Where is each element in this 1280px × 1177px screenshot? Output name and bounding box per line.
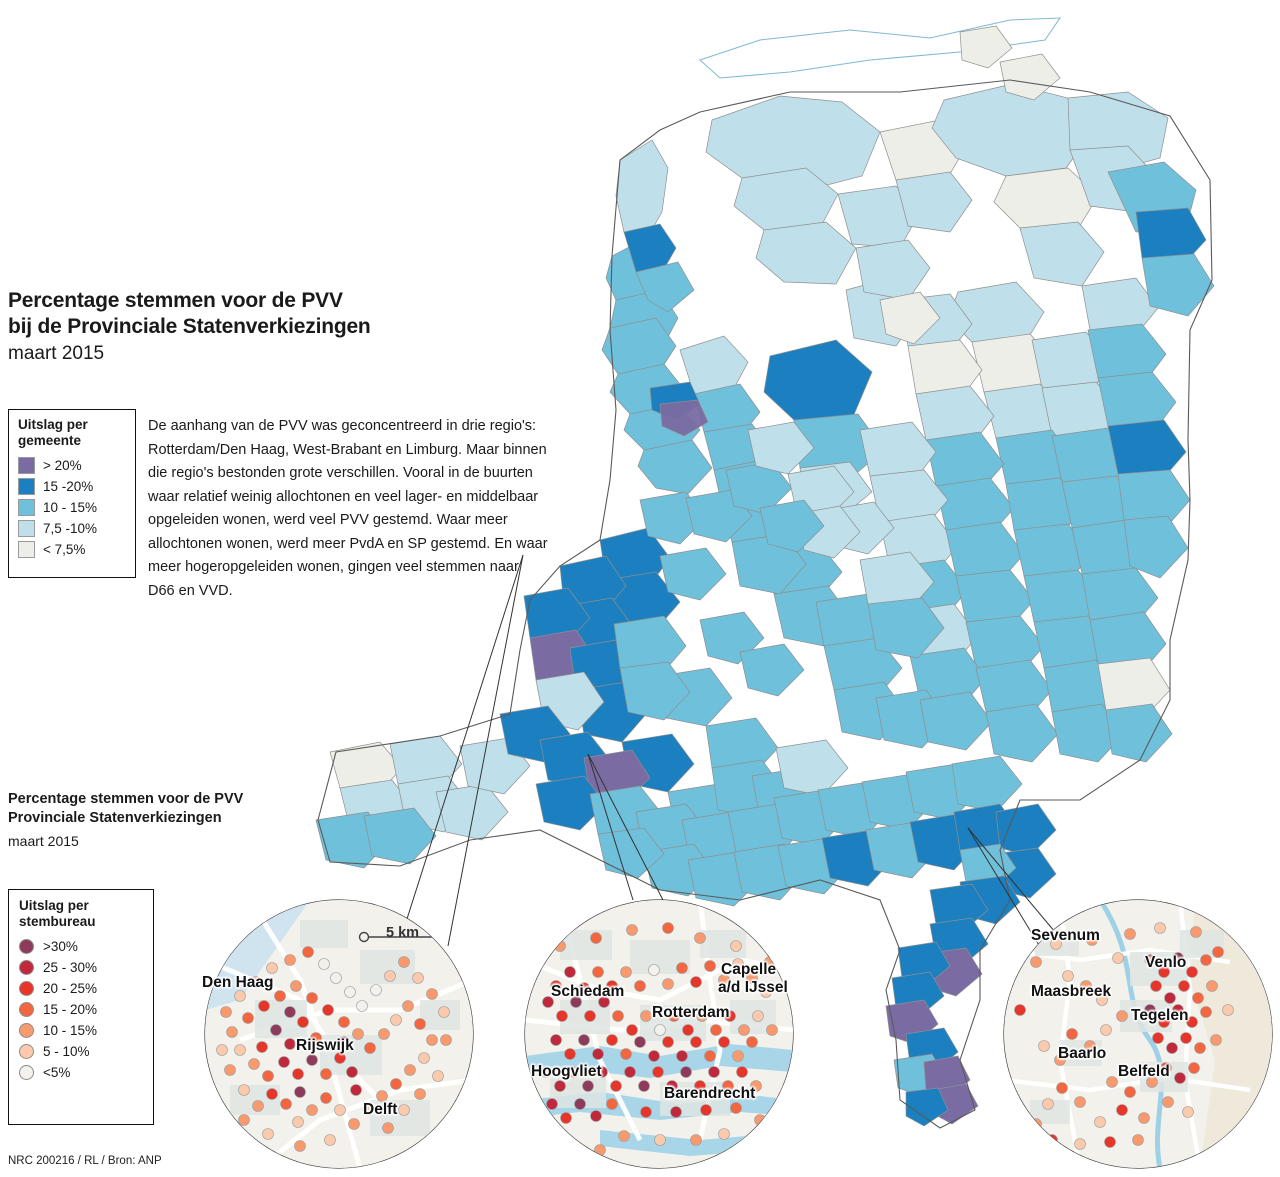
- legend-swatch: [18, 520, 35, 537]
- legend-item[interactable]: [18, 455, 126, 476]
- inset-label-rotterdam: Rotterdam: [652, 1004, 730, 1021]
- credit-line: NRC 200216 / RL / Bron: ANP: [8, 1155, 162, 1167]
- legend-stembureau-title-line-2: stembureau: [19, 914, 96, 929]
- legend-item-label: 15 - 20%: [43, 1002, 98, 1017]
- legend-item-label: 25 - 30%: [43, 960, 98, 975]
- intro-text: [148, 415, 548, 603]
- legend-item[interactable]: [18, 476, 126, 497]
- legend-item-label: 10 - 15%: [43, 500, 98, 515]
- legend-item[interactable]: [19, 1041, 143, 1062]
- legend-item[interactable]: [19, 1062, 143, 1083]
- legend-item[interactable]: [19, 936, 143, 957]
- legend-swatch: [18, 478, 35, 495]
- inset-label-rijswijk: Rijswijk: [296, 1037, 354, 1054]
- legend-gemeente: [8, 409, 136, 578]
- lower-title: [8, 790, 338, 851]
- title-subtitle: maart 2015: [8, 343, 105, 364]
- legend-dot: [19, 1002, 34, 1017]
- legend-item[interactable]: [19, 999, 143, 1020]
- inset-label-hoogvliet: Hoogvliet: [531, 1063, 602, 1080]
- legend-item-label: <5%: [43, 1065, 71, 1080]
- legend-swatch: [18, 541, 35, 558]
- lower-title-line-2: Provinciale Statenverkiezingen: [8, 810, 222, 826]
- legend-gemeente-title: [18, 417, 126, 449]
- legend-dot: [19, 960, 34, 975]
- legend-item-label: 5 - 10%: [43, 1044, 90, 1059]
- inset-label-belfeld: Belfeld: [1118, 1063, 1170, 1080]
- inset-label-capelle-line-2: a/d IJssel: [718, 979, 788, 996]
- legend-item-label: > 20%: [43, 458, 82, 473]
- scalebar-label: 5 km: [386, 925, 420, 941]
- legend-dot: [19, 1044, 34, 1059]
- inset-label-maasbreek: Maasbreek: [1031, 983, 1112, 1000]
- legend-swatch: [18, 499, 35, 516]
- inset-label-sevenum: Sevenum: [1031, 927, 1100, 944]
- legend-gemeente-title-line-1: Uitslag per: [18, 417, 88, 432]
- legend-stembureau-title-line-1: Uitslag per: [19, 898, 89, 913]
- title-line-1: Percentage stemmen voor de PVV: [8, 289, 343, 312]
- inset-label-baarlo: Baarlo: [1058, 1045, 1107, 1062]
- page-title: [8, 288, 528, 366]
- title-line-2: bij de Provinciale Statenverkiezingen: [8, 315, 371, 338]
- legend-item-label: 15 -20%: [43, 479, 94, 494]
- intro-paragraph: De aanhang van de PVV was geconcentreerd in drie regio's: Rotterdam/Den Haag, West-Brabant en Limburg. Maar binnen die regio's bestonden grote verschillen. Vooral in de buurten waar relatief weinig allochtonen en veel lager- en middelbaar opgeleiden wonen, werd veel PVV gestemd. Waar meer allochtonen wonen, werd meer PvdA en SP gestemd. En waar meer hogeropgeleiden wonen, gingen veel stemmen naar D66 en VVD.: [148, 418, 548, 599]
- legend-item[interactable]: [18, 518, 126, 539]
- legend-gemeente-title-line-2: gemeente: [18, 433, 82, 448]
- inset-rotterdam: [525, 900, 793, 1168]
- legend-item-label: >30%: [43, 939, 78, 954]
- legend-stembureau-title: [19, 898, 143, 930]
- legend-item[interactable]: [19, 957, 143, 978]
- legend-dot: [19, 1065, 34, 1080]
- lower-title-line-1: Percentage stemmen voor de PVV: [8, 791, 244, 807]
- legend-item[interactable]: [18, 497, 126, 518]
- legend-item-label: 20 - 25%: [43, 981, 98, 996]
- inset-label-schiedam: Schiedam: [551, 983, 625, 1000]
- legend-item[interactable]: [19, 978, 143, 999]
- legend-item-label: 10 - 15%: [43, 1023, 98, 1038]
- inset-label-delft: Delft: [363, 1101, 398, 1118]
- legend-dot: [19, 939, 34, 954]
- lower-title-subtitle: maart 2015: [8, 833, 79, 849]
- legend-item-label: < 7,5%: [43, 542, 86, 557]
- legend-item[interactable]: [19, 1020, 143, 1041]
- legend-item-label: 7,5 -10%: [43, 521, 98, 536]
- legend-swatch: [18, 457, 35, 474]
- legend-item[interactable]: [18, 539, 126, 560]
- inset-label-den-haag: Den Haag: [202, 974, 274, 991]
- inset-label-venlo: Venlo: [1145, 954, 1187, 971]
- inset-den-haag: [205, 900, 473, 1168]
- legend-stembureau: [8, 889, 154, 1125]
- inset-label-tegelen: Tegelen: [1131, 1007, 1189, 1024]
- inset-label-barendrecht: Barendrecht: [664, 1085, 756, 1102]
- legend-dot: [19, 981, 34, 996]
- inset-label-capelle-line-1: Capelle: [721, 961, 777, 978]
- legend-dot: [19, 1023, 34, 1038]
